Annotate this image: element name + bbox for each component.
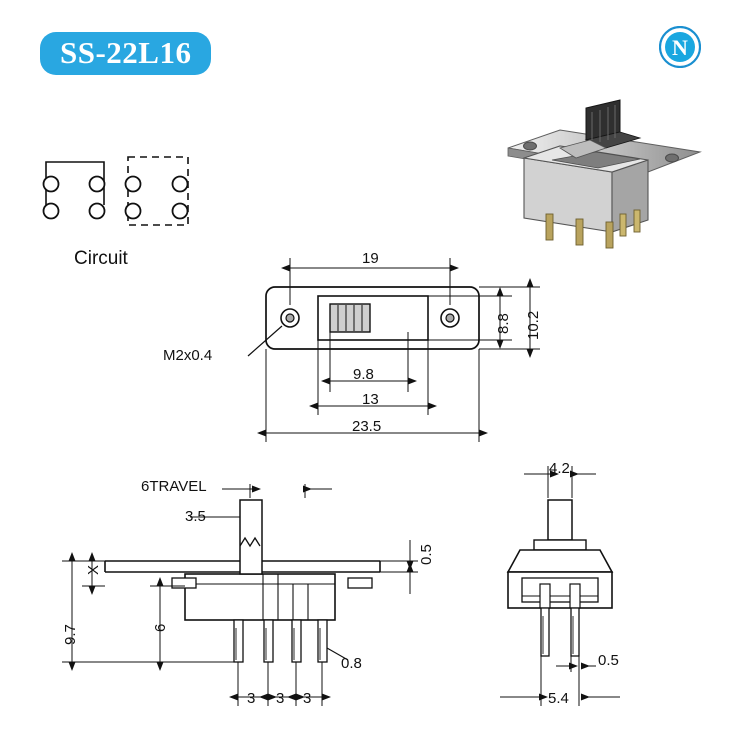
circuit-label: Circuit — [74, 248, 128, 269]
side-view — [62, 484, 418, 706]
dim-overall-width: 23.5 — [352, 418, 382, 435]
dim-pitch-3: 3 — [303, 690, 312, 707]
dim-inner-width: 9.8 — [353, 366, 374, 383]
dim-width-top: 19 — [362, 250, 379, 267]
circuit-diagram — [46, 157, 188, 225]
front-panel-view — [248, 258, 540, 442]
dim-mid-width: 13 — [362, 391, 379, 408]
dim-body-height: 9.7 — [62, 624, 79, 645]
dim-x-mark: X — [85, 564, 102, 575]
dim-pin-thickness: 0.8 — [341, 655, 362, 672]
dim-bracket-height: 8.8 — [495, 313, 512, 334]
dim-actuator-height: 3.5 — [185, 508, 206, 525]
dim-pitch-2: 3 — [276, 690, 285, 707]
dim-screw-thread: M2x0.4 — [163, 347, 213, 364]
svg-text:N: N — [672, 35, 688, 60]
dim-end-top-width: 4.2 — [549, 460, 570, 477]
dim-end-pin-width: 0.5 — [598, 652, 619, 669]
product-photo — [508, 100, 700, 248]
dim-end-base-width: 5.4 — [548, 690, 569, 707]
circuit-pins — [44, 177, 188, 219]
end-view — [500, 466, 620, 706]
page-title: SS-22L16 — [40, 32, 211, 75]
dim-overall-height: 10.2 — [525, 310, 542, 340]
dim-pitch-1: 3 — [247, 690, 256, 707]
dim-travel: 6TRAVEL — [141, 478, 207, 495]
dim-panel-thickness: 0.5 — [418, 544, 435, 565]
brand-logo-icon — [659, 26, 701, 68]
dim-pin-length: 6 — [152, 623, 169, 632]
